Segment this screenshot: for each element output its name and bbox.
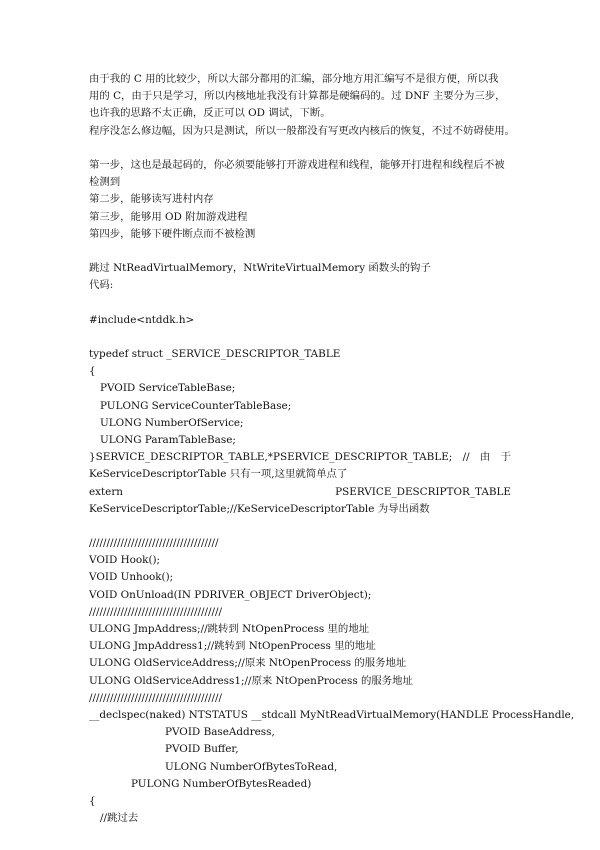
code-declspec: __declspec(naked) NTSTATUS __stdcall MyNtReadVirtualMemory(HANDLE ProcessHandle, <box>89 708 575 721</box>
code-label: 代码: <box>89 279 114 292</box>
code-brace-open: { <box>89 365 96 378</box>
step-2: 第二步，能够读写进村内存 <box>89 193 214 206</box>
code-jmp-address-1: ULONG JmpAddress1;//跳转到 NtOpenProcess 里的地址 <box>89 640 376 653</box>
code-param-1: PVOID BaseAddress, <box>165 726 275 739</box>
code-typedef-end <box>89 449 511 466</box>
step-3: 第三步，能够用 OD 附加游戏进程 <box>89 210 248 223</box>
code-typedef-end-name: }SERVICE_DESCRIPTOR_TABLE,*PSERVICE_DESCRIPTOR_TABLE; <box>89 451 453 464</box>
code-field-1: PVOID ServiceTableBase; <box>100 382 236 395</box>
intro-line-4: 程序没怎么修边幅，因为只是测试，所以一般都没有写更改内核后的恢复，不过不妨碍使用。 <box>89 124 516 137</box>
code-comment-word-2: 于 <box>500 451 511 464</box>
code-extern-type: PSERVICE_DESCRIPTOR_TABLE <box>335 485 511 498</box>
intro-line-1: 由于我的 C 用的比较少，所以大部分都用的汇编，部分地方用汇编写不是很方便，所以我 <box>89 73 499 85</box>
code-extern <box>89 484 511 501</box>
code-field-2: PULONG ServiceCounterTableBase; <box>100 399 292 412</box>
step-1-line-b: 检测到 <box>89 176 121 189</box>
code-old-service-address: ULONG OldServiceAddress;//原来 NtOpenProcess 的服务地址 <box>89 657 407 670</box>
code-typedef: typedef struct _SERVICE_DESCRIPTOR_TABLE <box>89 348 341 360</box>
code-brace-open-2: { <box>89 794 96 807</box>
code-param-4: PULONG NumberOfBytesReaded) <box>131 777 312 790</box>
code-extern-continuation: KeServiceDescriptorTable;//KeServiceDescriptorTable 为导出函数 <box>89 502 430 515</box>
document-page <box>89 71 575 827</box>
code-skip-comment: //跳过去 <box>100 812 139 825</box>
code-field-4: ULONG ParamTableBase; <box>100 433 236 446</box>
step-4: 第四步，能够下硬件断点而不被检测 <box>89 227 256 240</box>
code-hook-decl: VOID Hook(); <box>89 554 161 567</box>
code-param-3: ULONG NumberOfBytesToRead, <box>165 760 338 773</box>
section-heading: 跳过 NtReadVirtualMemory，NtWriteVirtualMemory 函数头的钩子 <box>89 262 431 275</box>
spacer <box>89 518 511 535</box>
code-comment-word-1: 由 <box>479 451 491 464</box>
spacer <box>89 294 511 311</box>
code-onunload-decl: VOID OnUnload(IN PDRIVER_OBJECT DriverObject); <box>89 588 372 601</box>
code-unhook-decl: VOID Unhook(); <box>89 571 174 584</box>
step-1-line-a: 第一步，这也是最起码的，你必须要能够打开游戏进程和线程，能够开打进程和线程后不被 <box>89 158 505 171</box>
code-comment-slashes: // <box>462 451 470 464</box>
code-param-2: PVOID Buffer, <box>165 743 239 756</box>
code-separator: ////////////////////////////////////// <box>89 605 223 618</box>
code-separator: ////////////////////////////////////// <box>89 691 223 704</box>
code-extern-keyword: extern <box>89 485 123 498</box>
spacer <box>89 140 511 157</box>
code-jmp-address: ULONG JmpAddress;//跳转到 NtOpenProcess 里的地址 <box>89 623 370 635</box>
spacer <box>89 329 511 346</box>
code-include: #include<ntddk.h> <box>89 313 195 326</box>
code-separator: ///////////////////////////////////// <box>89 537 219 550</box>
spacer <box>89 243 511 260</box>
code-comment-continuation: KeServiceDescriptorTable 只有一项,这里就简单点了 <box>89 468 348 481</box>
code-old-service-address-1: ULONG OldServiceAddress1;//原来 NtOpenProcess 的服务地址 <box>89 674 413 687</box>
intro-line-2: 用的 C，由于只是学习，所以内核地址我没有计算都是硬编码的。过 DNF 主要分为三步， <box>89 90 506 103</box>
code-field-3: ULONG NumberOfService; <box>100 416 244 429</box>
intro-line-3: 也许我的思路不太正确，反正可以 OD 调试，下断。 <box>89 107 331 120</box>
